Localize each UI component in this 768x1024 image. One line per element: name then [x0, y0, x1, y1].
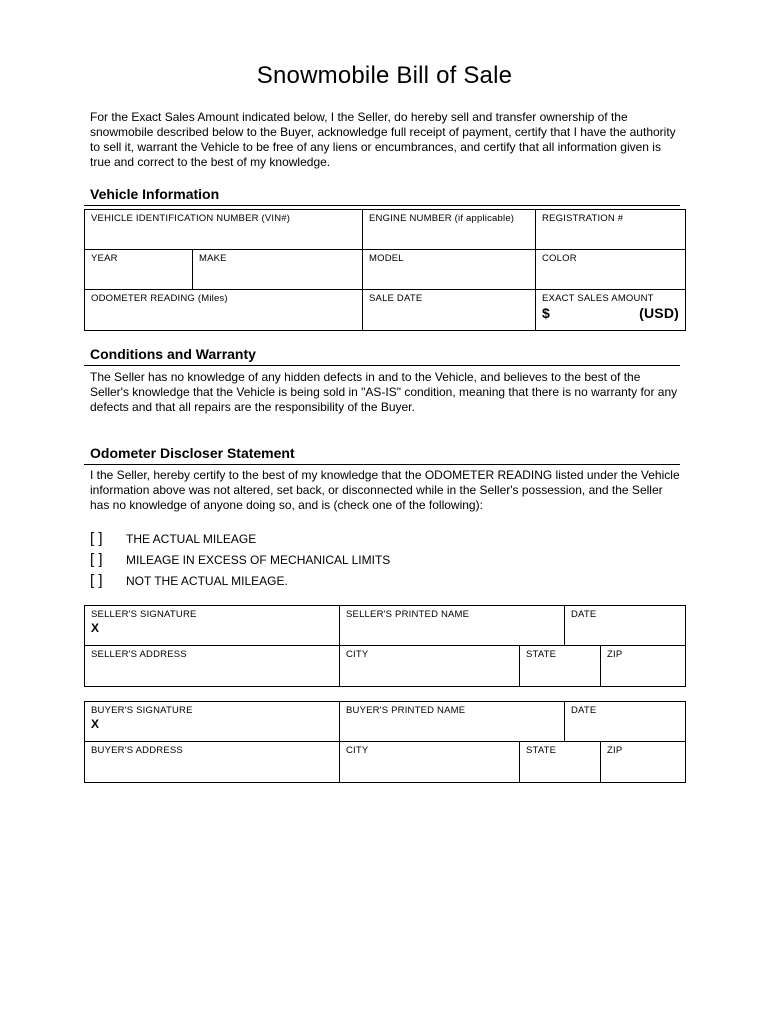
buyer-zip-field[interactable]	[601, 742, 686, 783]
vin-label: VEHICLE IDENTIFICATION NUMBER (VIN#)	[91, 213, 291, 224]
color-field[interactable]	[536, 250, 686, 290]
odometer-reading-label: ODOMETER READING (Miles)	[91, 293, 228, 304]
buyer-printed-name-label: BUYER'S PRINTED NAME	[346, 705, 466, 716]
vin-field[interactable]	[85, 210, 363, 250]
currency-label: (USD)	[639, 305, 679, 321]
sale-date-label: SALE DATE	[369, 293, 423, 304]
seller-signature-label: SELLER'S SIGNATURE	[91, 609, 197, 620]
seller-x-mark: X	[91, 621, 100, 635]
buyer-signature-field[interactable]	[85, 702, 340, 742]
seller-printed-name-label: SELLER'S PRINTED NAME	[346, 609, 470, 620]
make-label: MAKE	[199, 253, 227, 264]
buyer-zip-label: ZIP	[607, 745, 623, 756]
registration-label: REGISTRATION #	[542, 213, 624, 224]
seller-state-field[interactable]	[520, 646, 601, 687]
make-field[interactable]	[193, 250, 363, 290]
seller-address-field[interactable]	[85, 646, 340, 687]
buyer-state-label: STATE	[526, 745, 557, 756]
sales-amount-label: EXACT SALES AMOUNT	[542, 293, 654, 304]
conditions-heading: Conditions and Warranty	[84, 346, 680, 366]
year-field[interactable]	[85, 250, 193, 290]
buyer-state-field[interactable]	[520, 742, 601, 783]
checkbox[interactable]: [ ]	[90, 530, 103, 547]
seller-zip-field[interactable]	[601, 646, 686, 687]
model-label: MODEL	[369, 253, 404, 264]
registration-field[interactable]	[536, 210, 686, 250]
buyer-city-field[interactable]	[340, 742, 520, 783]
year-label: YEAR	[91, 253, 118, 264]
seller-state-label: STATE	[526, 649, 557, 660]
buyer-printed-name-field[interactable]	[340, 702, 565, 742]
seller-table	[84, 605, 686, 687]
dollar-sign: $	[542, 305, 550, 321]
engine-number-field[interactable]	[363, 210, 536, 250]
seller-date-field[interactable]	[565, 606, 686, 646]
seller-printed-name-field[interactable]	[340, 606, 565, 646]
buyer-signature-label: BUYER'S SIGNATURE	[91, 705, 193, 716]
buyer-date-field[interactable]	[565, 702, 686, 742]
option-label: MILEAGE IN EXCESS OF MECHANICAL LIMITS	[126, 552, 391, 567]
sales-amount-field[interactable]	[536, 290, 686, 331]
seller-signature-field[interactable]	[85, 606, 340, 646]
checkbox[interactable]: [ ]	[90, 572, 103, 589]
odometer-heading: Odometer Discloser Statement	[84, 445, 680, 465]
checkbox[interactable]: [ ]	[90, 551, 103, 568]
buyer-city-label: CITY	[346, 745, 369, 756]
page-title: Snowmobile Bill of Sale	[256, 62, 513, 89]
buyer-address-label: BUYER'S ADDRESS	[91, 745, 183, 756]
buyer-table	[84, 701, 686, 783]
engine-number-label: ENGINE NUMBER (if applicable)	[369, 213, 515, 224]
color-label: COLOR	[542, 253, 577, 264]
seller-address-label: SELLER'S ADDRESS	[91, 649, 187, 660]
option-excess-mileage[interactable]	[90, 549, 390, 570]
model-field[interactable]	[363, 250, 536, 290]
seller-city-label: CITY	[346, 649, 369, 660]
mileage-options	[90, 528, 390, 591]
buyer-x-mark: X	[91, 717, 100, 731]
seller-date-label: DATE	[571, 609, 597, 620]
intro-paragraph: For the Exact Sales Amount indicated below, I the Seller, do hereby sell and transfer ownership of the snowmobile described below to the Buyer, acknowledge full receipt of payment, certify that I have the authority to sell it, warrant the Vehicle to be free of any liens or encumbrances, and certify that all information given is true and correct to the best of my knowledge.	[90, 110, 676, 169]
option-label: THE ACTUAL MILEAGE	[126, 531, 257, 546]
option-not-actual-mileage[interactable]	[90, 570, 390, 591]
odometer-paragraph: I the Seller, hereby certify to the best of my knowledge that the ODOMETER READING listed under the Vehicle information above was not altered, set back, or disconnected while in the Seller's possession, and the Seller has no knowledge of anyone doing so, and is (check one of the following):	[90, 468, 680, 512]
buyer-date-label: DATE	[571, 705, 597, 716]
seller-city-field[interactable]	[340, 646, 520, 687]
odometer-reading-field[interactable]	[85, 290, 363, 331]
buyer-address-field[interactable]	[85, 742, 340, 783]
option-actual-mileage[interactable]	[90, 528, 390, 549]
vehicle-info-heading: Vehicle Information	[84, 186, 680, 206]
option-label: NOT THE ACTUAL MILEAGE.	[126, 573, 288, 588]
vehicle-info-table	[84, 209, 686, 331]
seller-zip-label: ZIP	[607, 649, 623, 660]
sale-date-field[interactable]	[363, 290, 536, 331]
conditions-paragraph: The Seller has no knowledge of any hidden defects in and to the Vehicle, and believes to the best of the Seller's knowledge that the Vehicle is being sold in "AS-IS" condition, meaning that there is no warranty for any defects and that all repairs are the responsibility of the Buyer.	[90, 370, 678, 414]
